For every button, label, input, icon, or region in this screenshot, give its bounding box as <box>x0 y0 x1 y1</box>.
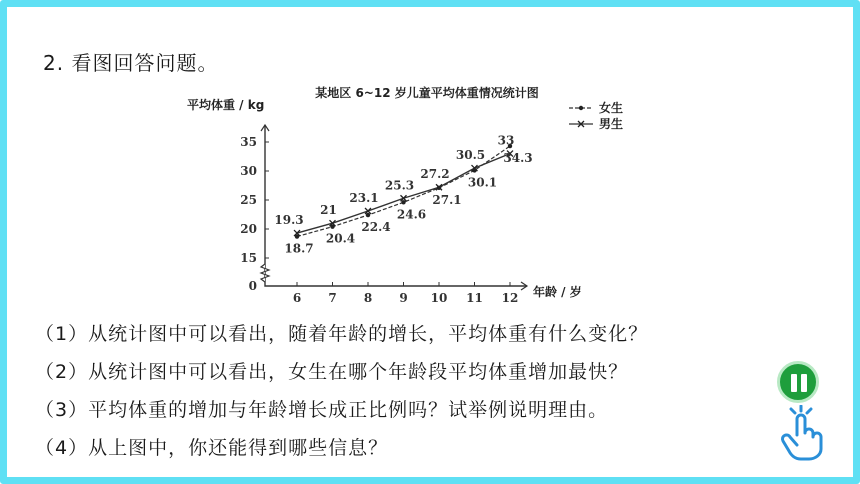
legend-girls-marker <box>579 106 583 110</box>
y-tick-label: 25 <box>240 193 257 207</box>
y-axis-label: 平均体重 / kg <box>187 98 265 112</box>
boys-data-label: 25.3 <box>384 178 415 193</box>
x-tick-label: 12 <box>501 291 519 305</box>
y-tick-label: 15 <box>240 251 257 265</box>
tap-hand-icon[interactable] <box>777 405 825 461</box>
x-axis-label: 年龄 / 岁 <box>533 285 582 299</box>
x-tick-label: 6 <box>292 291 302 305</box>
boys-data-label: 21 <box>320 203 337 218</box>
y-tick-label: 20 <box>240 222 257 236</box>
axis-break <box>261 264 269 282</box>
question-2: （2）从统计图中可以看出，女生在哪个年龄段平均体重增加最快？ <box>35 361 629 383</box>
y-tick-label: 30 <box>240 164 257 178</box>
girls-data-label: 18.7 <box>284 241 314 256</box>
chart-title: 某地区 6~12 岁儿童平均体重情况统计图 <box>315 86 539 100</box>
pause-icon <box>791 374 797 392</box>
boys-data-label: 30.5 <box>455 148 486 163</box>
question-1: （1）从统计图中可以看出，随着年龄的增长，平均体重有什么变化？ <box>35 323 649 345</box>
x-tick-label: 11 <box>466 291 483 305</box>
boys-data-label: 33 <box>497 133 515 148</box>
boys-data-label: 27.2 <box>420 167 450 182</box>
girls-data-label: 30.1 <box>467 175 498 190</box>
girls-point <box>366 213 370 217</box>
problem-title: 看图回答问题。 <box>71 51 219 75</box>
question-3: （3）平均体重的增加与年龄增长成正比例吗？试举例说明理由。 <box>35 399 609 421</box>
x-tick-label: 8 <box>363 291 373 305</box>
x-tick-label: 7 <box>328 291 337 305</box>
boys-data-label: 23.1 <box>349 191 379 206</box>
girls-data-label: 22.4 <box>361 220 391 235</box>
boys-data-label: 19.3 <box>274 213 304 228</box>
y-tick-label: 0 <box>248 279 257 293</box>
y-tick-label: 35 <box>240 135 257 149</box>
question-4: （4）从上图中，你还能得到哪些信息？ <box>35 437 389 459</box>
weight-line-chart <box>177 83 647 313</box>
girls-data-label: 20.4 <box>325 231 356 246</box>
problem-number: 2. <box>43 51 65 75</box>
legend-girls-label: 女生 <box>599 101 624 115</box>
girls-data-label: 27.1 <box>432 192 462 207</box>
legend-boys-label: 男生 <box>599 117 624 131</box>
x-tick-label: 10 <box>430 291 448 305</box>
x-tick-label: 9 <box>399 291 408 305</box>
problem-heading <box>43 47 218 76</box>
girls-point <box>401 200 405 204</box>
girls-data-label: 24.6 <box>396 207 427 222</box>
girls-data-label: 34.3 <box>503 151 533 166</box>
pause-button[interactable] <box>777 361 819 403</box>
